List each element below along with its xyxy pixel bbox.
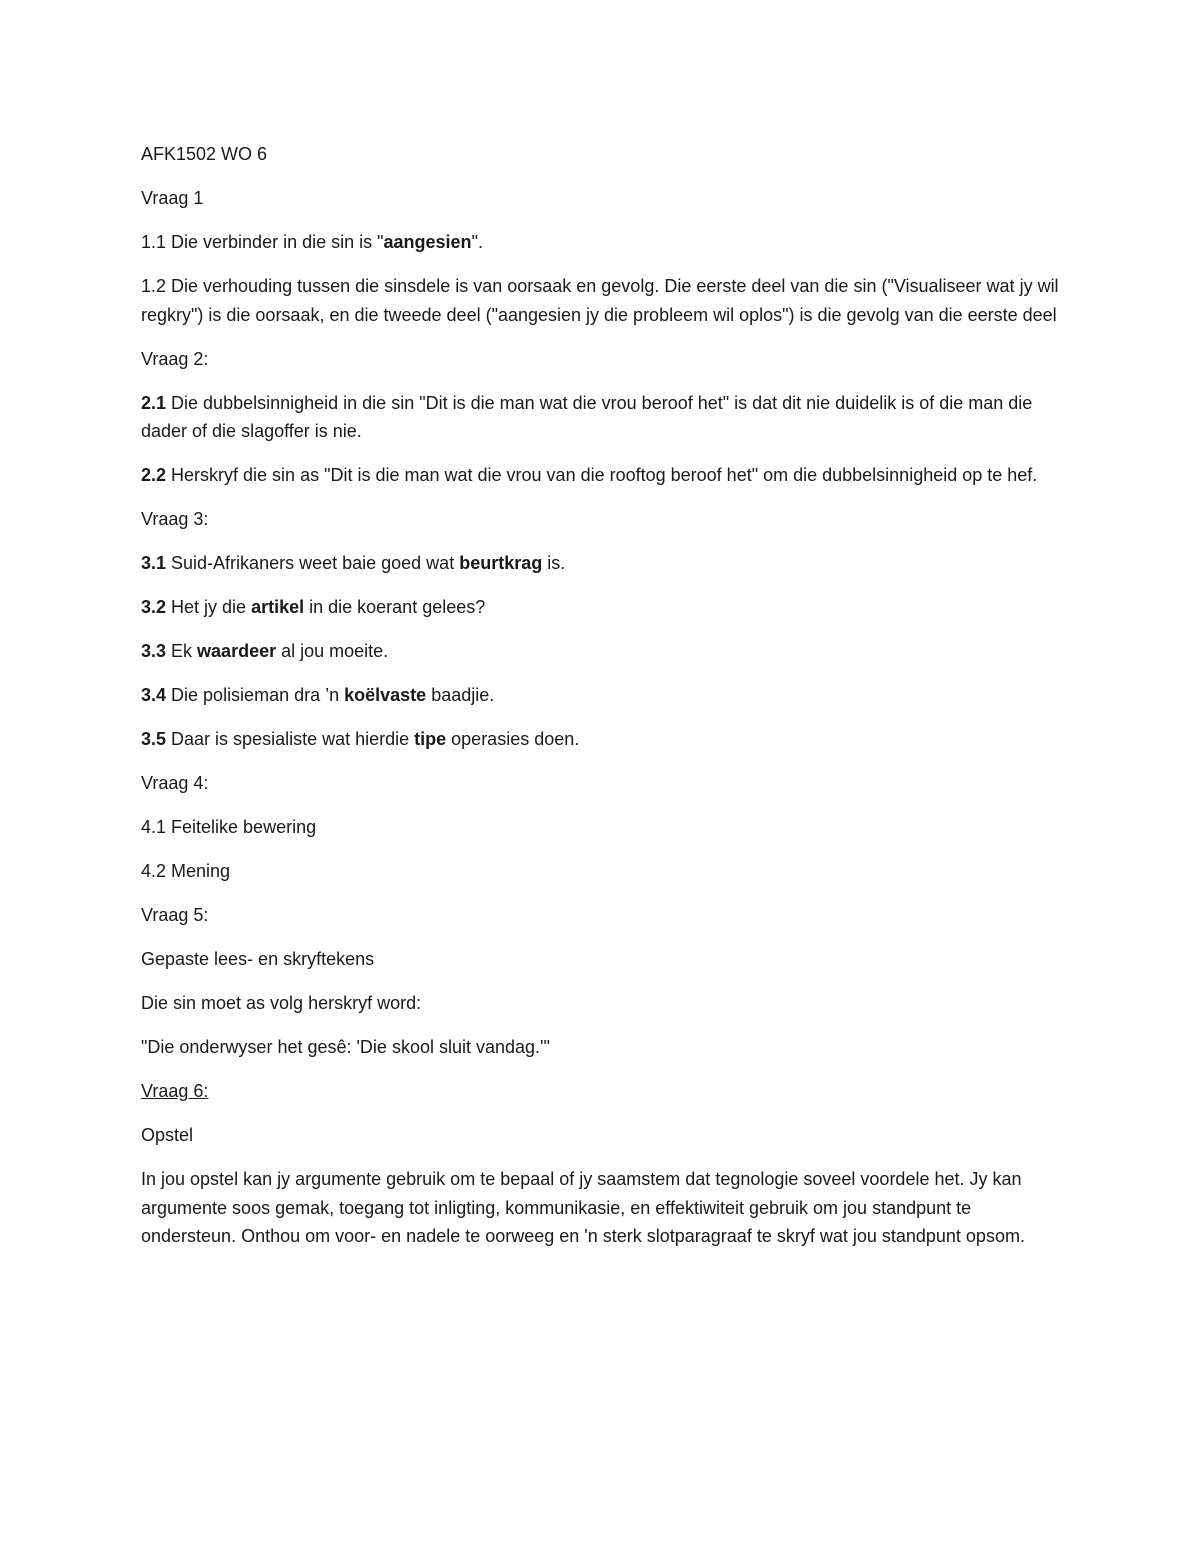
text: Suid-Afrikaners weet baie goed wat: [166, 553, 460, 573]
q1-heading: Vraag 1: [141, 188, 204, 208]
q6-heading: Vraag 6:: [141, 1081, 209, 1101]
bold-term: koëlvaste: [344, 685, 427, 705]
answer-number: 3.1: [141, 553, 167, 573]
q3-answer-3: [141, 637, 1071, 666]
text: Die polisieman dra ’n: [166, 685, 345, 705]
text: Die dubbelsinnigheid in die sin "Dit is die man wat die vrou beroof het" is dat dit nie duidelik is of die man die dader of die slagoffer is nie.: [141, 392, 1033, 441]
q2-answer-2: [141, 461, 1071, 490]
answer-number: 3.4: [141, 685, 167, 705]
q2-heading: Vraag 2:: [141, 348, 209, 369]
text: al jou moeite.: [276, 641, 389, 661]
q5-line-1: Gepaste lees- en skryftekens: [141, 949, 375, 969]
answer-number: 3.5: [141, 729, 167, 749]
q4-answer-1: 4.1 Feitelike bewering: [141, 817, 317, 837]
bold-term: beurtkrag: [459, 553, 543, 573]
text: operasies doen.: [446, 729, 580, 749]
bold-term: tipe: [414, 729, 447, 749]
answer-number: 3.2: [141, 597, 167, 617]
q1-answer-2: 1.2 Die verhouding tussen die sinsdele is van oorsaak en gevolg. Die eerste deel van die sin ("Visualiseer wat jy wil regkry") is die oorsaak, en die tweede deel ("aangesien jy die probleem wil oplos") is die gevolg van die eerste deel: [141, 276, 1059, 325]
text: in die koerant gelees?: [304, 597, 486, 617]
text: Ek: [166, 641, 198, 661]
bold-term: artikel: [251, 597, 305, 617]
text: Herskryf die sin as "Dit is die man wat die vrou van die rooftog beroof het" om die dubbelsinnigheid op te hef.: [166, 465, 1038, 485]
q3-answer-1: [141, 549, 1071, 578]
document-page: [141, 140, 1071, 1266]
document-title: AFK1502 WO 6: [141, 144, 268, 164]
text: baadjie.: [426, 685, 495, 705]
text: Daar is spesialiste wat hierdie: [166, 729, 415, 749]
text: is.: [542, 553, 566, 573]
answer-number: 2.1: [141, 392, 167, 413]
q3-answer-5: [141, 725, 1071, 754]
q6-line-1: Opstel: [141, 1125, 194, 1145]
bold-term: aangesien: [383, 232, 472, 252]
q5-heading: Vraag 5:: [141, 905, 209, 925]
bold-term: waardeer: [197, 641, 277, 661]
q1-answer-1: [141, 228, 1071, 257]
text: Het jy die: [166, 597, 252, 617]
q6-body: In jou opstel kan jy argumente gebruik om te bepaal of jy saamstem dat tegnologie soveel voordele het. Jy kan argumente soos gemak, toegang tot inligting, kommunikasie, en effektiwiteit gebruik om jou standpunt te ondersteun. Onthou om voor- en nadele te oorweeg en 'n sterk slotparagraaf te skryf wat jou standpunt opsom.: [141, 1169, 1025, 1246]
q5-line-2: Die sin moet as volg herskryf word:: [141, 993, 422, 1013]
text: ".: [471, 232, 483, 252]
q4-answer-2: 4.2 Mening: [141, 861, 231, 881]
q5-line-3: "Die onderwyser het gesê: 'Die skool sluit vandag.'": [141, 1037, 550, 1057]
q4-heading: Vraag 4:: [141, 773, 209, 793]
q3-answer-2: [141, 593, 1071, 622]
q3-heading: Vraag 3:: [141, 509, 209, 529]
text: 1.1 Die verbinder in die sin is ": [141, 232, 384, 252]
answer-number: 3.3: [141, 641, 167, 661]
q3-answer-4: [141, 681, 1071, 710]
q2-answer-1: [141, 389, 1071, 446]
answer-number: 2.2: [141, 465, 167, 485]
